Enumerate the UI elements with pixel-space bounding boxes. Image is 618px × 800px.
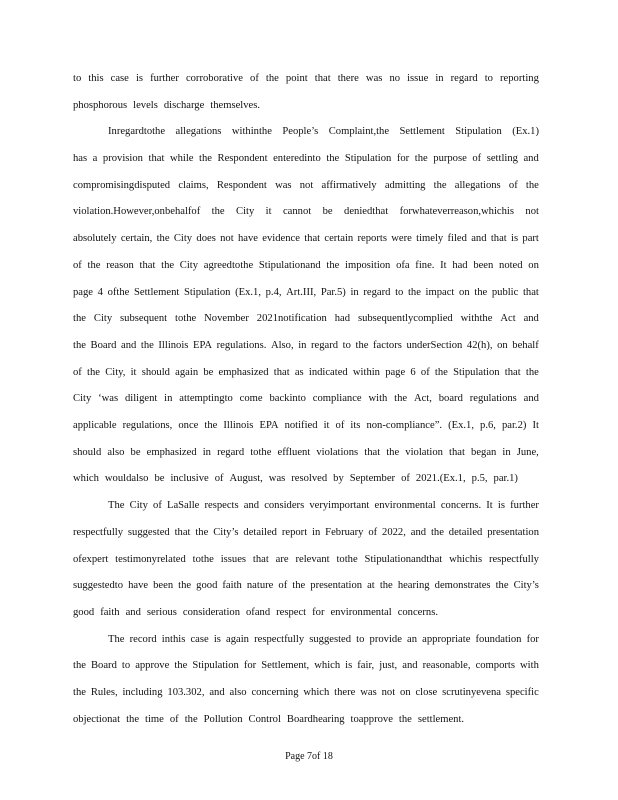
text-line: Inregardtothe allegations withinthe People’s Complaint,the Settlement Stipulation (Ex.1): [108, 126, 539, 137]
text-line: violation.However,onbehalfof the City it cannot be deniedthat forwhateverreason,whichis not: [73, 206, 539, 217]
text-line: of the City, it should again be emphasized that as indicated within page 6 of the Stipulation that the: [73, 367, 539, 378]
text-line: which wouldalso be inclusive of August, was resolved by September of 2021.(Ex.1, p.5, par.1): [73, 473, 518, 484]
text-line: the Rules, including 103.302, and also concerning which there was not on close scrutinyevena specific: [73, 687, 539, 698]
text-line: compromisingdisputed claims, Respondent was not affirmatively admitting the allegations of the: [73, 180, 539, 191]
text-line: objectionat the time of the Pollution Control Boardhearing toapprove the settlement.: [73, 714, 465, 725]
text-line: City ‘was diligent in attemptingto come backinto compliance with the Act, board regulations and: [73, 393, 539, 404]
text-line: respectfully suggested that the City’s detailed report in February of 2022, and the detailed presentation: [73, 527, 539, 538]
text-line: of the reason that the City agreedtothe Stipulationand the imposition ofa fine. It had been noted on: [73, 260, 539, 271]
text-line: has a provision that while the Respondent enteredinto the Stipulation for the purpose of settling and: [73, 153, 539, 164]
text-line: the Board to approve the Stipulation for Settlement, which is fair, just, and reasonable, comports with: [73, 660, 539, 671]
text-line: the Board and the Illinois EPA regulations. Also, in regard to the factors underSection 42(h), on behalf: [73, 340, 539, 351]
text-line: should also be emphasized in regard tothe effluent violations that the violation that began in June,: [73, 447, 539, 458]
text-line: phosphorous levels discharge themselves.: [73, 100, 261, 111]
text-line: The record inthis case is again respectfully suggested to provide an appropriate foundation for: [108, 634, 539, 645]
page-footer: Page 7of 18: [285, 751, 333, 762]
text-line: the City subsequent tothe November 2021notification had subsequentlycomplied withthe Act and: [73, 313, 539, 324]
text-line: ofexpert testimonyrelated tothe issues that are relevant tothe Stipulationandthat whichis respectfully: [73, 554, 539, 565]
text-line: to this case is further corroborative of the point that there was no issue in regard to reporting: [73, 73, 539, 84]
text-line: suggestedto have been the good faith nature of the presentation at the hearing demonstrates the City’s: [73, 580, 539, 591]
text-line: absolutely certain, the City does not have evidence that certain reports were timely filed and that is part: [73, 233, 539, 244]
text-line: good faith and serious consideration ofand respect for environmental concerns.: [73, 607, 438, 618]
text-line: applicable regulations, once the Illinois EPA notified it of its non-compliance”. (Ex.1, p.6, par.2) It: [73, 420, 539, 431]
text-line: page 4 ofthe Settlement Stipulation (Ex.1, p.4, Art.III, Par.5) in regard to the impact on the public that: [73, 287, 539, 298]
text-line: The City of LaSalle respects and considers veryimportant environmental concerns. It is further: [108, 500, 539, 511]
